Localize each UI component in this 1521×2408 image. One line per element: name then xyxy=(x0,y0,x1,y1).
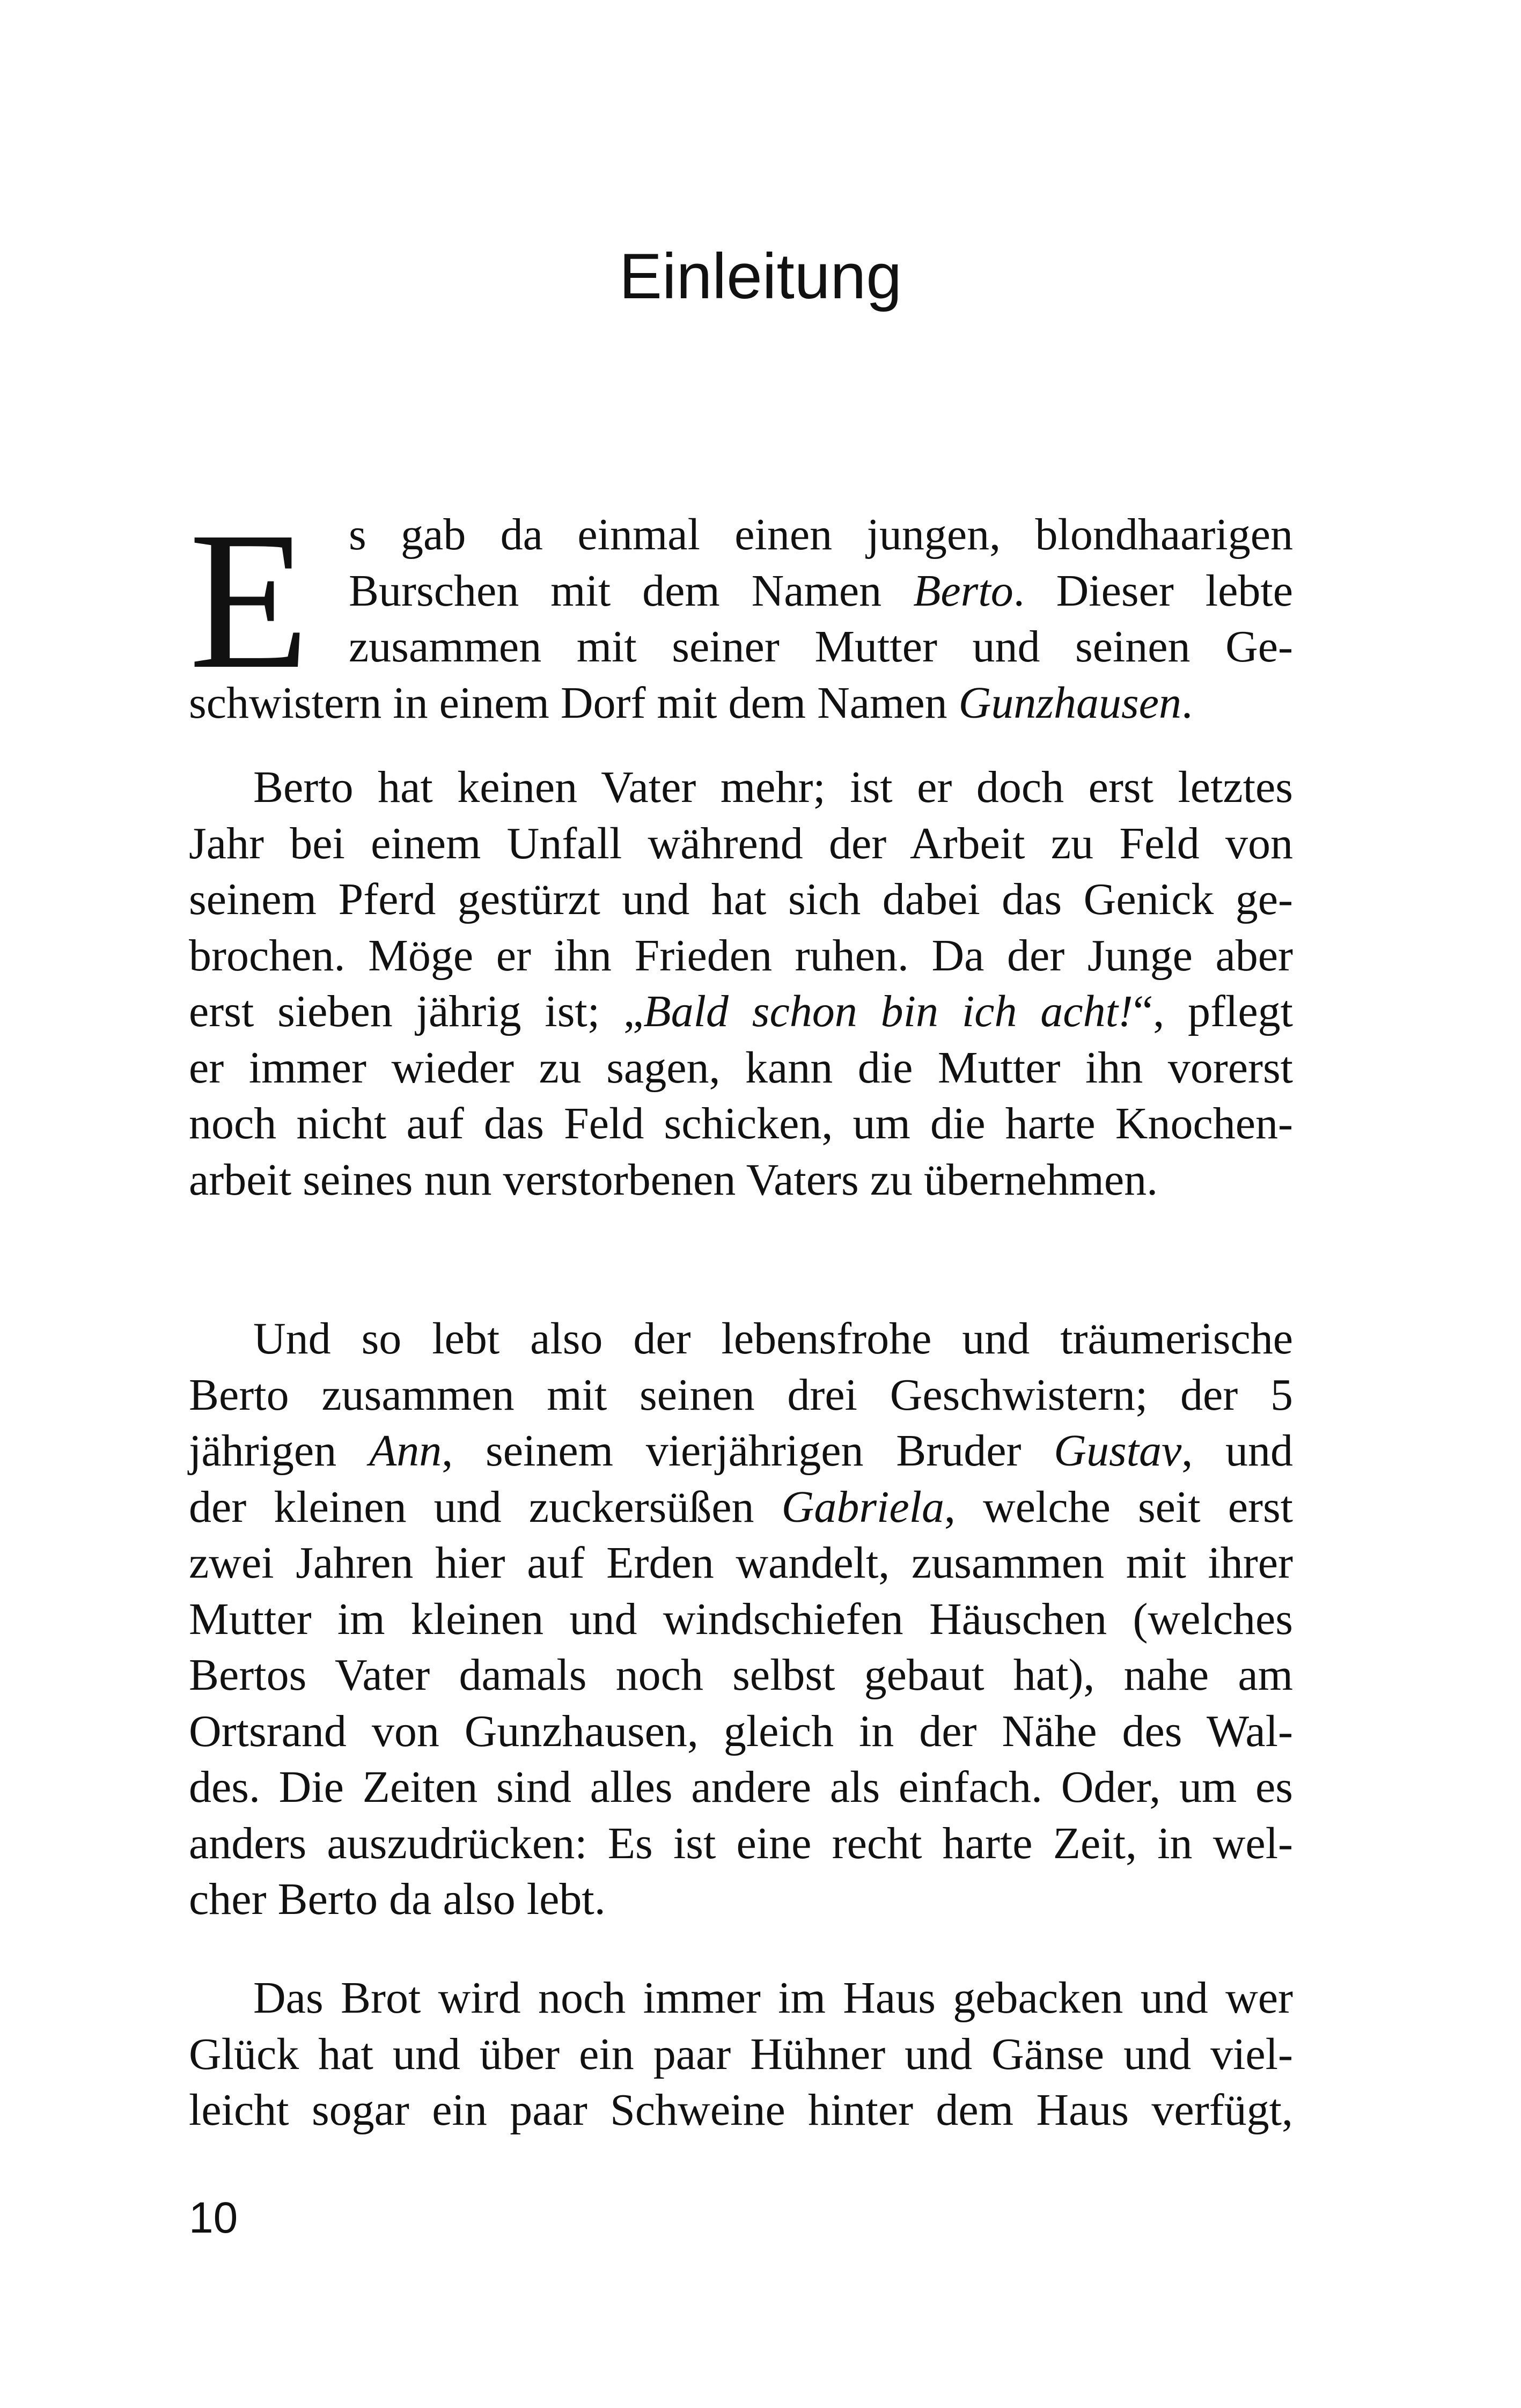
text-line: Das Brot wird noch immer im Haus gebacken und wer xyxy=(253,1973,1293,2023)
drop-cap-lines xyxy=(349,507,1293,675)
text-line: schwistern in einem Dorf mit dem Namen Gunzhausen. xyxy=(189,678,1193,728)
quote-acht: Bald schon bin ich acht! xyxy=(643,986,1133,1036)
text-line: Mutter im kleinen und windschiefen Häuschen (welches xyxy=(189,1594,1293,1644)
text-line: Glück hat und über ein paar Hühner und Gänse und viel- xyxy=(189,2029,1293,2079)
text-line: Burschen mit dem Namen Berto. Dieser lebte xyxy=(349,565,1293,616)
page-number: 10 xyxy=(189,2193,238,2242)
paragraph-1 xyxy=(189,491,1293,732)
text-line: leicht sogar ein paar Schweine hinter dem Haus verfügt, xyxy=(189,2085,1293,2135)
text-line: cher Berto da also lebt. xyxy=(189,1874,606,1924)
name-gustav: Gustav xyxy=(1054,1426,1182,1476)
text-line: seinem Pferd gestürzt und hat sich dabei das Genick ge- xyxy=(189,874,1293,924)
name-gabriela: Gabriela xyxy=(781,1482,944,1532)
text-line: zusammen mit seiner Mutter und seinen Ge- xyxy=(349,622,1293,672)
text-line: Bertos Vater damals noch selbst gebaut hat), nahe am xyxy=(189,1650,1293,1700)
paragraph-3 xyxy=(189,1311,1293,1928)
place-gunzhausen: Gunzhausen xyxy=(958,678,1181,728)
text-line: der kleinen und zuckersüßen Gabriela, welche seit erst xyxy=(189,1482,1294,1532)
paragraph-2 xyxy=(189,760,1293,1208)
text-line: s gab da einmal einen jungen, blondhaarigen xyxy=(349,510,1293,559)
text-line: arbeit seines nun verstorbenen Vaters zu übernehmen. xyxy=(189,1154,1158,1205)
drop-cap: E xyxy=(189,491,310,710)
text-line: Ortsrand von Gunzhausen, gleich in der Nähe des Wal- xyxy=(189,1706,1293,1756)
text-line: Und so lebt also der lebensfrohe und träumerische xyxy=(253,1314,1293,1364)
text-line: brochen. Möge er ihn Frieden ruhen. Da der Junge aber xyxy=(189,930,1293,981)
text-line: des. Die Zeiten sind alles andere als einfach. Oder, um es xyxy=(189,1762,1293,1812)
text-line: noch nicht auf das Feld schicken, um die harte Knochen- xyxy=(189,1099,1293,1148)
text-line: erst sieben jährig ist; „Bald schon bin ich acht!“, pflegt xyxy=(189,986,1293,1036)
text-line: zwei Jahren hier auf Erden wandelt, zusammen mit ihrer xyxy=(189,1538,1293,1588)
text-line: er immer wieder zu sagen, kann die Mutter ihn vorerst xyxy=(189,1042,1293,1093)
text-line: Jahr bei einem Unfall während der Arbeit zu Feld von xyxy=(189,818,1293,868)
name-berto: Berto xyxy=(913,565,1013,616)
text-line: Berto zusammen mit seinen drei Geschwistern; der 5 xyxy=(189,1369,1293,1420)
text-line: jährigen Ann, seinem vierjährigen Bruder Gustav, und xyxy=(189,1426,1294,1476)
chapter-title: Einleitung xyxy=(619,240,902,312)
text-line: Berto hat keinen Vater mehr; ist er doch erst letztes xyxy=(253,762,1293,812)
paragraph-4 xyxy=(189,1970,1293,2139)
text-line: anders auszudrücken: Es ist eine recht harte Zeit, in wel- xyxy=(189,1818,1293,1868)
name-ann: Ann xyxy=(369,1426,442,1476)
